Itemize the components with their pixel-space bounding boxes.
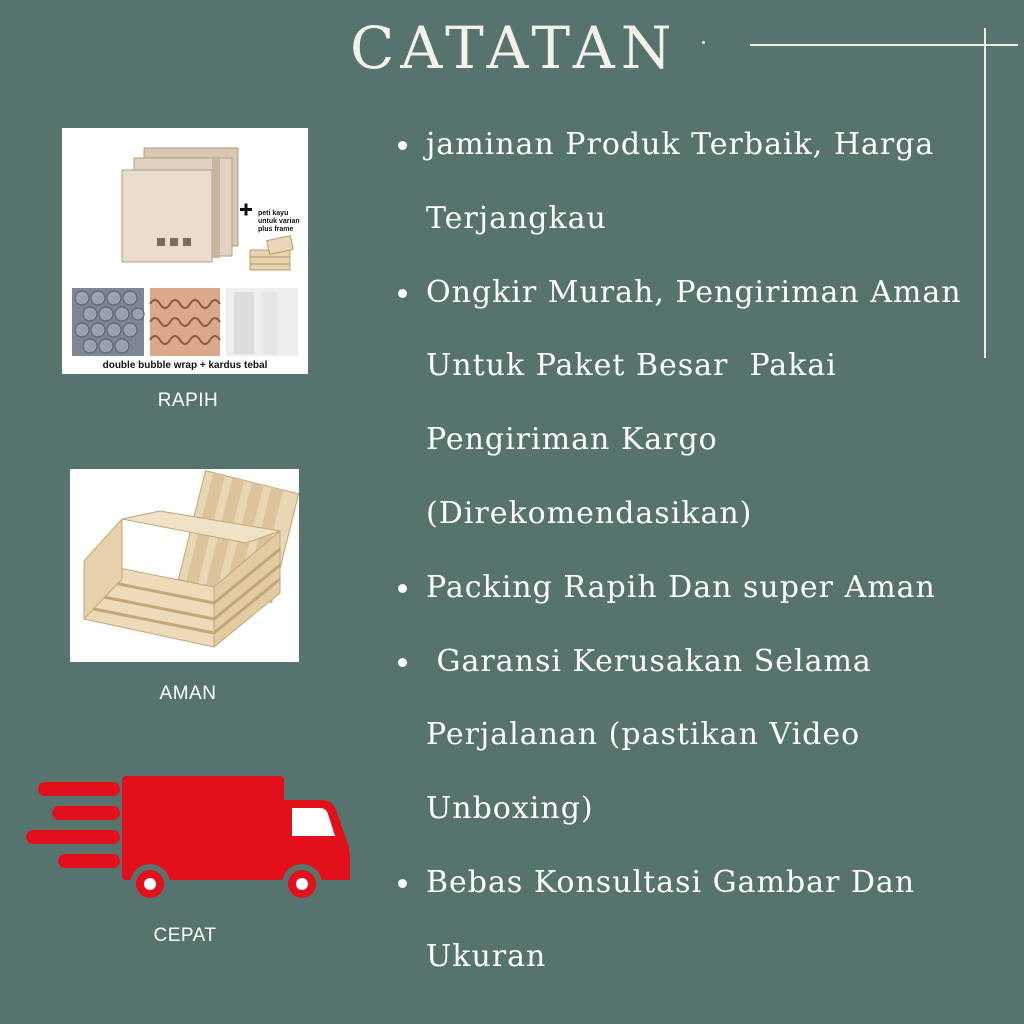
notes-list [398,108,998,994]
packaging-caption: double bubble wrap + kardus tebal [102,360,268,371]
note-item: Ongkir Murah, Pengiriman Aman Untuk Paket Besar Pakai Pengiriman Kargo (Direkomendasikan) [398,256,998,551]
page-title: CATATAN [350,14,678,82]
plus-note: peti kayu untuk varian plus frame [258,210,300,233]
decorative-line-horizontal [750,44,1018,46]
delivery-truck-icon [22,774,352,904]
packaging-illustration [62,128,308,374]
note-item: jaminan Produk Terbaik, Harga Terjangkau [398,108,998,256]
foam-sheet-swatch [226,288,298,356]
caption-cepat: CEPAT [153,925,217,946]
note-item: Packing Rapih Dan super Aman [398,551,998,625]
caption-rapih: RAPIH [157,390,219,411]
caption-aman: AMAN [159,683,217,704]
small-crate-icon [250,236,293,270]
decorative-dot [702,41,705,44]
cardboard-swatch [150,288,220,356]
packaging-image [62,128,308,374]
wooden-crate-image [70,469,299,662]
note-item: Bebas Konsultasi Gambar Dan Ukuran [398,846,998,994]
note-item: Garansi Kerusakan Selama Perjalanan (pastikan Video Unboxing) [398,625,998,846]
bubble-wrap-swatch [72,288,144,356]
wooden-crate-illustration [70,469,299,662]
